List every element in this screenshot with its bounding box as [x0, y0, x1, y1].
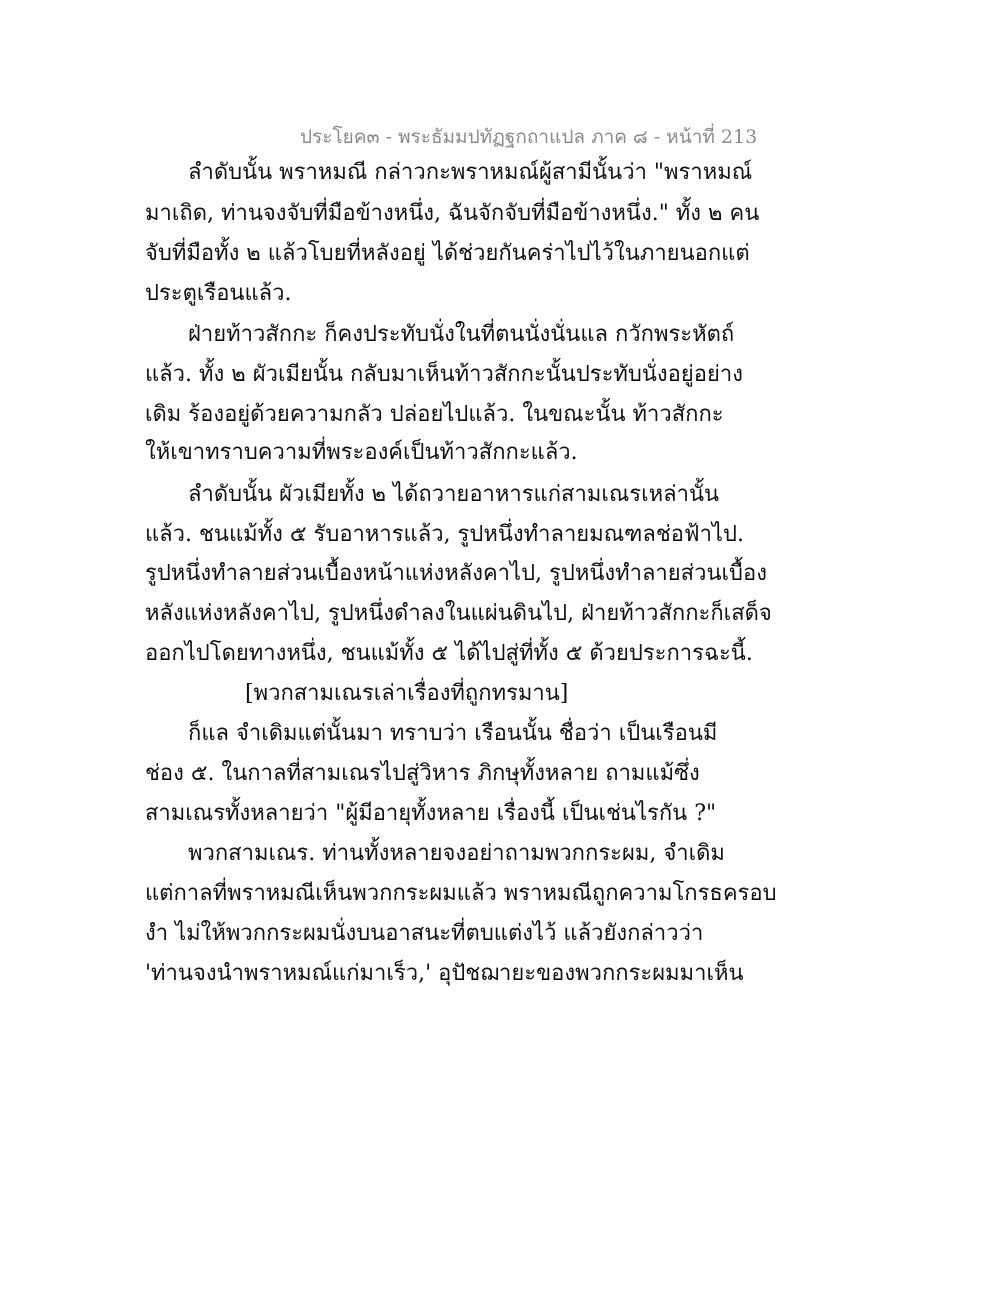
text-line: ออกไปโดยทางหนึ่ง, ชนแม้ทั้ง ๕ ได้ไปสู่ที่ทั้ง ๕ ด้วยประการฉะนี้. [145, 641, 753, 666]
text-line: 'ท่านจงนำพราหมณ์แก่มาเร็ว,' อุปัชฌายะของพวกกระผมมาเห็น [145, 961, 744, 986]
text-line: สามเณรทั้งหลายว่า "ผู้มีอายุทั้งหลาย เรื่องนี้ เป็นเช่นไรกัน ?" [145, 801, 717, 826]
section-heading: [พวกสามเณรเล่าเรื่องที่ถูกทรมาน] [245, 681, 569, 706]
text-line: จับที่มือทั้ง ๒ แล้วโบยที่หลังอยู่ ได้ช่วยกันคร่าไปไว้ในภายนอกแต่ [145, 241, 750, 266]
text-line: งำ ไม่ให้พวกกระผมนั่งบนอาสนะที่ตบแต่งไว้ แล้วยังกล่าวว่า [145, 921, 704, 946]
text-line: มาเถิด, ท่านจงจับที่มือข้างหนึ่ง, ฉันจักจับที่มือข้างหนึ่ง." ทั้ง ๒ คน [145, 201, 760, 226]
text-line: แต่กาลที่พราหมณีเห็นพวกกระผมแล้ว พราหมณีถูกความโกรธครอบ [145, 881, 777, 906]
text-line: ลำดับนั้น พราหมณี กล่าวกะพราหมณ์ผู้สามีนั้นว่า "พราหมณ์ [188, 160, 753, 185]
text-line: ฝ่ายท้าวสักกะ ก็คงประทับนั่งในที่ตนนั่งนั่นแล กวักพระหัตถ์ [188, 322, 735, 347]
text-line: พวกสามเณร. ท่านทั้งหลายจงอย่าถามพวกกระผม, จำเดิม [188, 841, 725, 866]
text-line: เดิม ร้องอยู่ด้วยความกลัว ปล่อยไปแล้ว. ในขณะนั้น ท้าวสักกะ [145, 402, 724, 427]
text-line: ให้เขาทราบความที่พระองค์เป็นท้าวสักกะแล้ว. [145, 440, 578, 465]
text-line: ช่อง ๕. ในกาลที่สามเณรไปสู่วิหาร ภิกษุทั้งหลาย ถามแม้ซึ่ง [145, 761, 700, 786]
text-line: รูปหนึ่งทำลายส่วนเบื้องหน้าแห่งหลังคาไป, รูปหนึ่งทำลายส่วนเบื้อง [145, 561, 767, 586]
page-header: ประโยค๓ - พระธัมมปทัฏฐกถาแปล ภาค ๘ - หน้าที่ 213 [300, 126, 758, 148]
text-line: แล้ว. ชนแม้ทั้ง ๕ รับอาหารแล้ว, รูปหนึ่งทำลายมณฑลช่อฟ้าไป. [145, 522, 744, 547]
text-line: ประตูเรือนแล้ว. [145, 281, 292, 306]
text-line: ก็แล จำเดิมแต่นั้นมา ทราบว่า เรือนนั้น ชื่อว่า เป็นเรือนมี [188, 721, 718, 746]
text-line: หลังแห่งหลังคาไป, รูปหนึ่งดำลงในแผ่นดินไป, ฝ่ายท้าวสักกะก็เสด็จ [145, 601, 772, 626]
text-line: ลำดับนั้น ผัวเมียทั้ง ๒ ได้ถวายอาหารแก่สามเณรเหล่านั้น [188, 482, 720, 507]
text-line: แล้ว. ทั้ง ๒ ผัวเมียนั้น กลับมาเห็นท้าวสักกะนั้นประทับนั่งอยู่อย่าง [145, 362, 743, 387]
